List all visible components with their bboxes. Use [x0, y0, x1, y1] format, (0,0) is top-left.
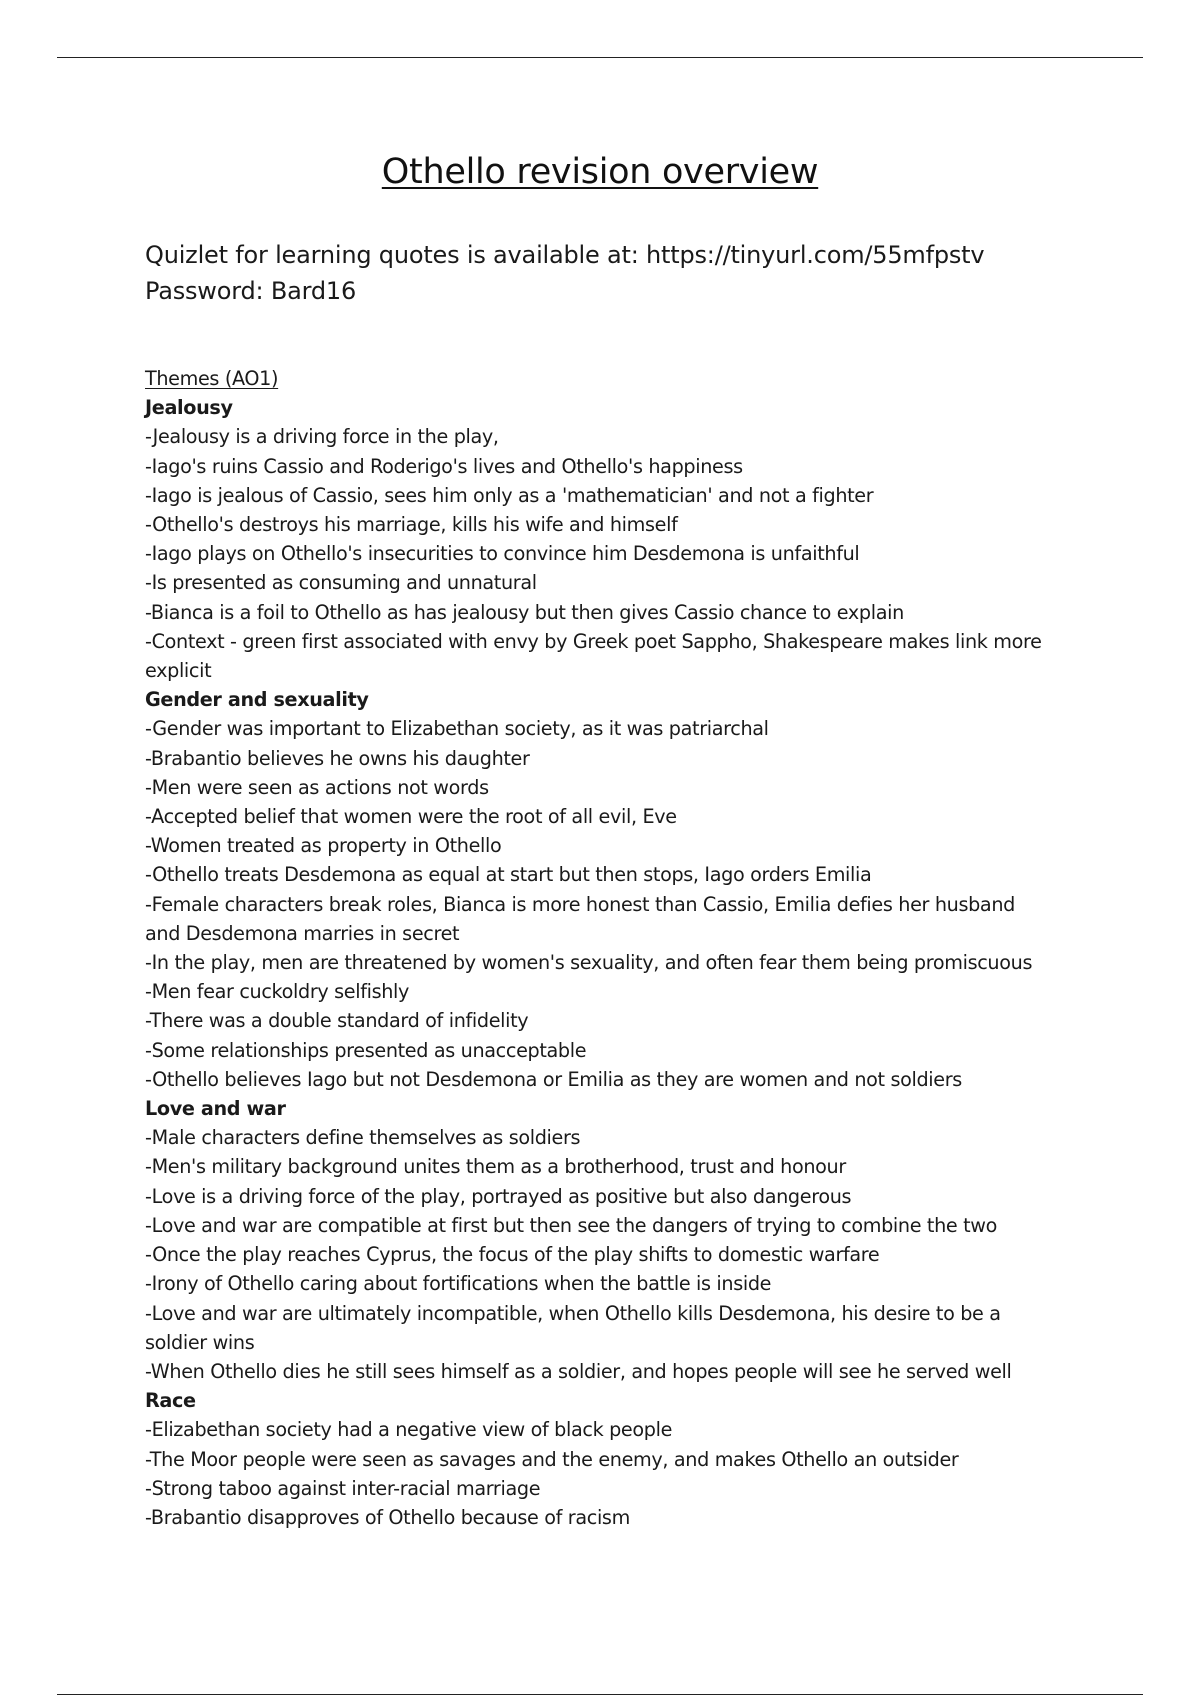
theme-point: -Context - green first associated with envy by Greek poet Sappho, Shakespeare makes link more explicit: [145, 629, 1042, 683]
theme-point: -Othello's destroys his marriage, kills his wife and himself: [145, 513, 678, 537]
theme-point: -Elizabethan society had a negative view of black people: [145, 1418, 673, 1442]
theme-heading-race: Race: [145, 1389, 196, 1413]
theme-point: -Men were seen as actions not words: [145, 775, 489, 799]
intro-block: [145, 237, 1105, 309]
theme-point: -Brabantio believes he owns his daughter: [145, 746, 530, 770]
theme-point: -When Othello dies he still sees himself as a soldier, and hopes people will see he served well: [145, 1359, 1012, 1383]
theme-point: -Love and war are ultimately incompatible, when Othello kills Desdemona, his desire to be a soldier wins: [145, 1301, 1001, 1354]
header-rule: [57, 57, 1143, 58]
theme-point: -Iago's ruins Cassio and Roderigo's lives and Othello's happiness: [145, 454, 743, 478]
theme-point: -Love and war are compatible at first but then see the dangers of trying to combine the two: [145, 1213, 998, 1237]
theme-point: -Once the play reaches Cyprus, the focus of the play shifts to domestic warfare: [145, 1243, 880, 1267]
page-title: Othello revision overview: [381, 152, 819, 192]
theme-point: -Bianca is a foil to Othello as has jealousy but then gives Cassio chance to explain: [145, 600, 904, 624]
theme-point: -There was a double standard of infidelity: [145, 1009, 529, 1033]
theme-point: -Female characters break roles, Bianca is more honest than Cassio, Emilia defies her husband and Desdemona marries in secret: [145, 892, 1015, 945]
theme-point: -Accepted belief that women were the root of all evil, Eve: [145, 805, 677, 829]
theme-point: -Strong taboo against inter-racial marriage: [145, 1476, 541, 1500]
theme-point: -Iago is jealous of Cassio, sees him only as a 'mathematician' and not a fighter: [145, 483, 874, 507]
theme-point: -Othello treats Desdemona as equal at start but then stops, Iago orders Emilia: [145, 863, 872, 887]
theme-point: -Gender was important to Elizabethan society, as it was patriarchal: [145, 717, 769, 741]
theme-point: -Men's military background unites them as a brotherhood, trust and honour: [145, 1155, 846, 1179]
theme-point: -Some relationships presented as unacceptable: [145, 1038, 587, 1062]
theme-point: -Jealousy is a driving force in the play,: [145, 425, 499, 449]
theme-point: -Women treated as property in Othello: [145, 834, 502, 858]
password-line: Password: Bard16: [145, 277, 357, 305]
theme-point: -The Moor people were seen as savages and the enemy, and makes Othello an outsider: [145, 1447, 959, 1471]
themes-content: [145, 364, 1045, 1532]
theme-point: -In the play, men are threatened by women's sexuality, and often fear them being promiscuous: [145, 951, 1033, 975]
theme-heading-love-and-war: Love and war: [145, 1097, 286, 1121]
theme-point: -Othello believes Iago but not Desdemona or Emilia as they are women and not soldiers: [145, 1067, 962, 1091]
theme-point: -Men fear cuckoldry selfishly: [145, 980, 410, 1004]
theme-point: -Male characters define themselves as soldiers: [145, 1126, 581, 1150]
theme-point: -Iago plays on Othello's insecurities to convince him Desdemona is unfaithful: [145, 542, 860, 566]
section-heading: Themes (AO1): [145, 367, 279, 390]
theme-heading-jealousy: Jealousy: [145, 396, 233, 420]
quizlet-line: Quizlet for learning quotes is available at: https://tinyurl.com/55mfpstv: [145, 241, 985, 269]
theme-point: -Irony of Othello caring about fortifications when the battle is inside: [145, 1272, 772, 1296]
footer-rule: [57, 1694, 1143, 1695]
theme-point: -Love is a driving force of the play, portrayed as positive but also dangerous: [145, 1184, 852, 1208]
theme-heading-gender: Gender and sexuality: [145, 688, 369, 712]
theme-point: -Brabantio disapproves of Othello because of racism: [145, 1505, 630, 1529]
theme-point: -Is presented as consuming and unnatural: [145, 571, 537, 595]
